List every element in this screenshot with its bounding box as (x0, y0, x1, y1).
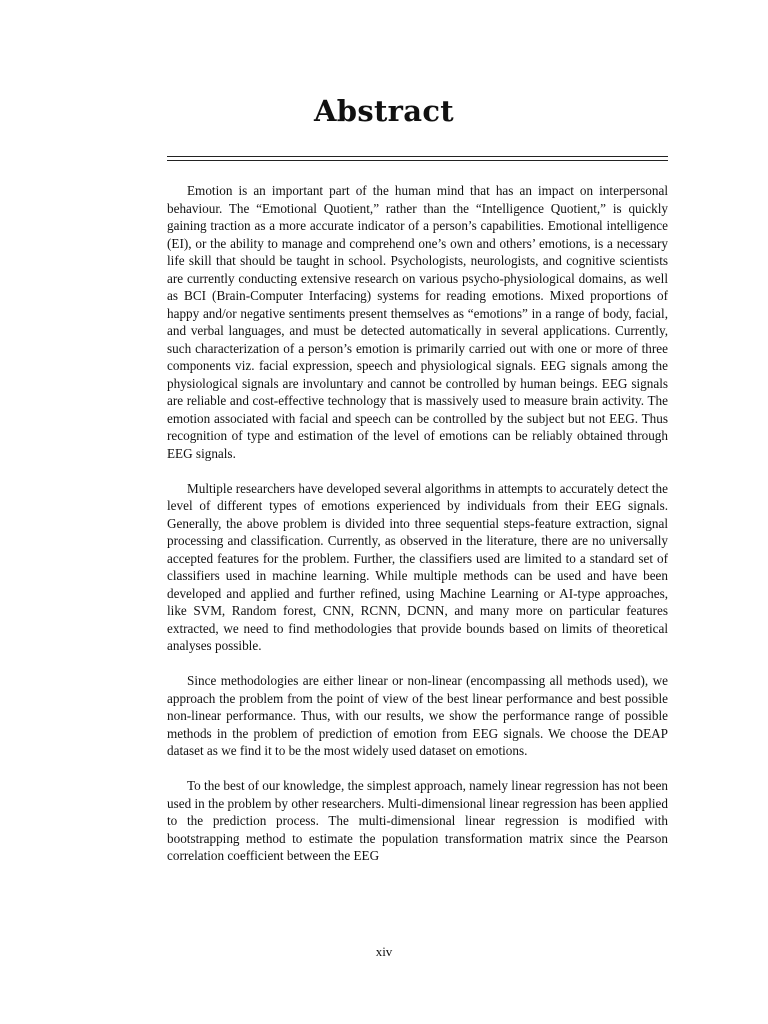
paragraph-2: Multiple researchers have developed several algorithms in attempts to accurately detect the level of different types of emotions experienced by individuals from their EEG signals. Generally, the above problem is divided into three sequential steps-feature extraction, signal processing and classification. Currently, as observed in the literature, there are no universally accepted features for the problem. Further, the classifiers used are limited to a standard set of classifiers used in machine learning. While multiple methods can be used and have been developed and applied and further refined, using Machine Learning or AI-type approaches, like SVM, Random forest, CNN, RCNN, DCNN, and many more on particular features extracted, we need to find methodologies that provide bounds based on limits of theoretical analyses possible. (167, 480, 668, 653)
page-number: xiv (375, 944, 393, 959)
paragraph-4: To the best of our knowledge, the simplest approach, namely linear regression has not been used in the problem by other researchers. Multi-dimensional linear regression has been applied to the prediction process. The multi-dimensional linear regression is modified with bootstrapping method to estimate the population transformation matrix since the Pearson correlation coefficient between the EEG (167, 778, 669, 863)
title-rule-bottom (167, 160, 668, 161)
abstract-body (167, 182, 668, 882)
paragraph-1: Emotion is an important part of the human mind that has an impact on interpersonal behaviour. The “Emotional Quotient,” rather than the “Intelligence Quotient,” is quickly gaining traction as a more accurate indicator of a person’s capabilities. Emotional intelligence (EI), or the ability to manage and comprehend one’s own and others’ emotions, is a necessary life skill that should be taught in school. Psychologists, neurologists, and cognitive scientists are currently conducting extensive research on various psycho-physiological domains, as well as BCI (Brain-Computer Interfacing) systems for reading emotions. Mixed proportions of happy and/or negative sentiments present themselves as “emotions” in a range of body, facial, and verbal languages, and must be detected automatically in several applications. Currently, such characterization of a person’s emotion is primarily carried out with one or more of three components viz. facial expression, speech and physiological signals. EEG signals among the physiological signals are involuntary and cannot be controlled by human beings. EEG signals are reliable and cost-effective technology that is massively used to measure brain activity. The emotion associated with facial and speech can be controlled by the subject but not EEG. Thus recognition of type and estimation of the level of emotions can be reliably obtained through EEG signals. (167, 183, 668, 461)
title-rule-top (167, 156, 668, 157)
page-title: Abstract (313, 94, 455, 128)
paragraph-3: Since methodologies are either linear or non-linear (encompassing all methods used), we approach the problem from the point of view of the best linear performance and best possible non-linear performance. Thus, with our results, we show the performance range of possible methods in the problem of prediction of emotion from EEG signals. We choose the DEAP dataset as we find it to be the most widely used dataset on emotions. (167, 673, 668, 758)
